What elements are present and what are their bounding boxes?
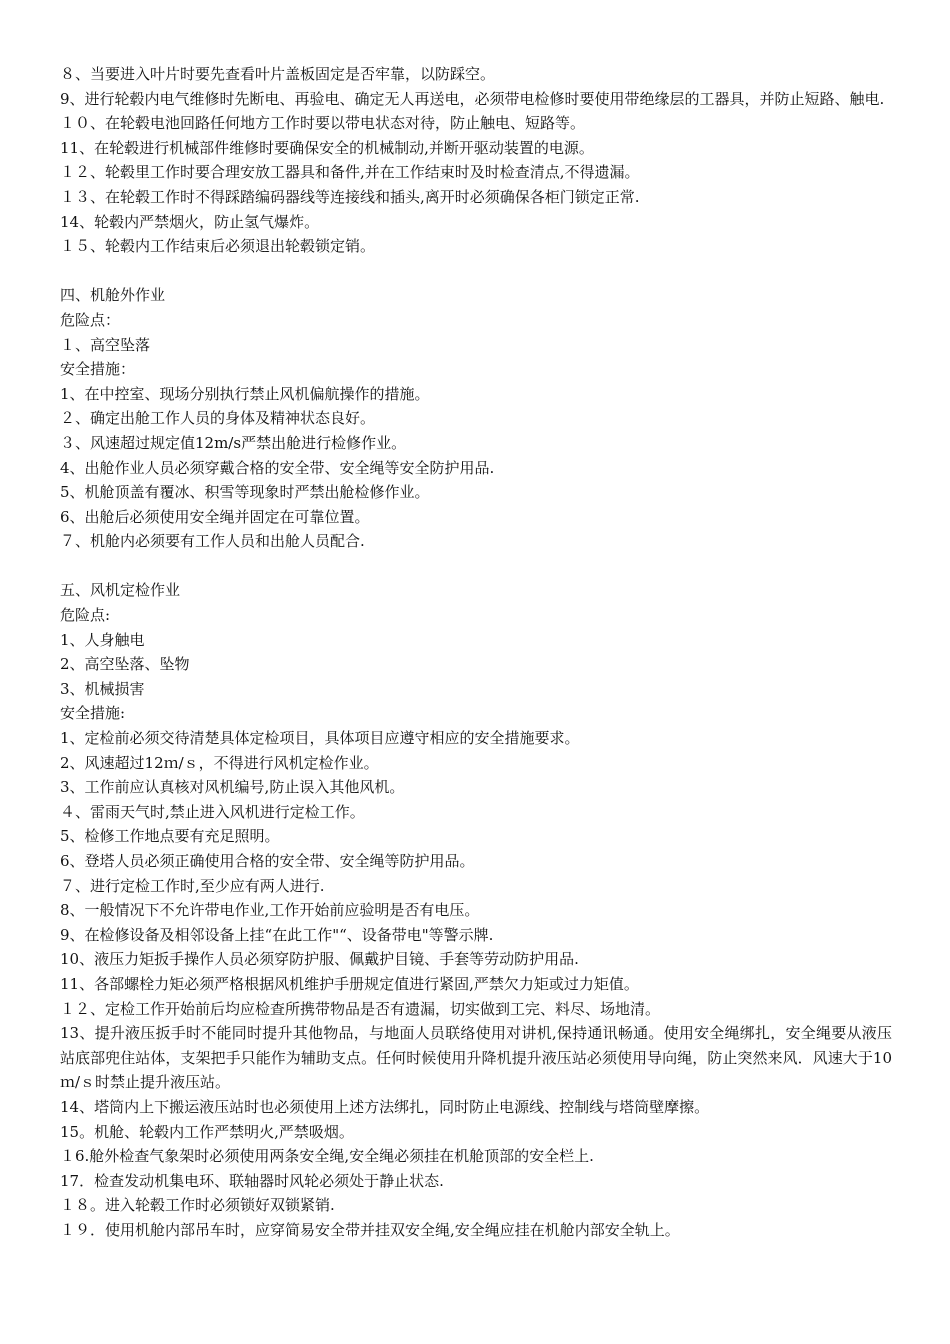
list-item: ７、机舱内必须要有工作人员和出舱人员配合. (60, 532, 365, 551)
list-item: １２、定检工作开始前后均应检查所携带物品是否有遗漏，切实做到工完、料尽、场地清。 (60, 999, 661, 1018)
list-item: 8、一般情况下不允许带电作业,工作开始前应验明是否有电压。 (60, 901, 480, 920)
hazard-item: 3、机械损害 (60, 679, 145, 698)
list-item: 6、登塔人员必须正确使用合格的安全带、安全绳等防护用品。 (60, 852, 475, 870)
list-item: 15。机舱、轮毂内工作严禁明火,严禁吸烟。 (60, 1122, 354, 1141)
hazard-label: 危险点: (60, 606, 111, 625)
section-title: 五、风机定检作业 (60, 581, 181, 600)
section-title: 四、机舱外作业 (60, 286, 166, 305)
list-item: 11、在轮毂进行机械部件维修时要确保安全的机械制动,并断开驱动装置的电源。 (60, 138, 594, 157)
hazard-label: 危险点： (60, 310, 121, 329)
list-item: １９．使用机舱内部吊车时，应穿简易安全带并挂双安全绳,安全绳应挂在机舱内部安全轨上。 (60, 1220, 680, 1239)
spacer (60, 259, 892, 284)
measures-label: 安全措施： (60, 360, 136, 379)
list-item: ２、确定出舱工作人员的身体及精神状态良好。 (60, 409, 376, 428)
list-item: 5、检修工作地点要有充足照明。 (60, 827, 280, 846)
list-item: ４、雷雨天气时,禁止进入风机进行定检工作。 (60, 802, 365, 821)
list-item: 9、在检修设备及相邻设备上挂“在此工作"“、设备带电"等警示牌. (60, 925, 494, 944)
hazard-item: １、高空坠落 (60, 335, 151, 354)
document-page (60, 62, 892, 1243)
section4 (60, 283, 892, 554)
hazard-item: 1、人身触电 (60, 630, 145, 649)
measures-label: 安全措施: (60, 704, 126, 723)
hazard-item: 2、高空坠落、坠物 (60, 655, 190, 674)
list-item: 13、提升液压扳手时不能同时提升其他物品，与地面人员联络使用对讲机,保持通讯畅通。使用安全绳绑扎，安全绳要从液压站底部兜住站体，支架把手只能作为辅助支点。任何时候使用升降机提升液压站必须使用导向绳，防止突然来风．风速大于10ｍ/ｓ时禁止提升液压站。 (60, 1024, 892, 1092)
list-item: １０、在轮毂电池回路任何地方工作时要以带电状态对待，防止触电、短路等。 (60, 114, 586, 133)
list-item: 11、各部螺栓力矩必须严格根据风机维护手册规定值进行紧固,严禁欠力矩或过力矩值。 (60, 974, 639, 993)
list-item: ３、风速超过规定值12m/s严禁出舱进行检修作业。 (60, 433, 407, 452)
list-item: 4、出舱作业人员必须穿戴合格的安全带、安全绳等安全防护用品. (60, 458, 495, 477)
list-item: 1、定检前必须交待清楚具体定检项目，具体项目应遵守相应的安全措施要求。 (60, 729, 580, 748)
list-item: ７、进行定检工作时,至少应有两人进行. (60, 876, 325, 895)
spacer (60, 554, 892, 579)
list-item: 10、液压力矩扳手操作人员必须穿防护服、佩戴护目镜、手套等劳动防护用品. (60, 950, 579, 969)
list-item: １８。进入轮毂工作时必须锁好双锁紧销. (60, 1196, 335, 1215)
list-item: １6.舱外检查气象架时必须使用两条安全绳,安全绳必须挂在机舱顶部的安全栏上. (60, 1147, 594, 1166)
list-item: 1、在中控室、现场分别执行禁止风机偏航操作的措施。 (60, 384, 430, 403)
list-item: 6、出舱后必须使用安全绳并固定在可靠位置。 (60, 507, 370, 526)
list-item: 3、工作前应认真核对风机编号,防止误入其他风机。 (60, 778, 405, 797)
section5 (60, 578, 892, 1242)
list-item: 14、轮毂内严禁烟火，防止氢气爆炸。 (60, 212, 320, 231)
list-item: １２、轮毂里工作时要合理安放工器具和备件,并在工作结束时及时检查清点,不得遗漏。 (60, 163, 640, 182)
list-item: 14、塔筒内上下搬运液压站时也必须使用上述方法绑扎，同时防止电源线、控制线与塔筒壁摩擦。 (60, 1097, 710, 1116)
list-item: 17．检查发动机集电环、联轴器时风轮必须处于静止状态. (60, 1171, 444, 1190)
list-item: 5、机舱顶盖有覆冰、积雪等现象时严禁出舱检修作业。 (60, 483, 430, 502)
list-item: １３、在轮毂工作时不得踩踏编码器线等连接线和插头,离开时必须确保各柜门锁定正常. (60, 187, 640, 206)
list-item: 9、进行轮毂内电气维修时先断电、再验电、确定无人再送电，必须带电检修时要使用带绝缘层的工器具，并防止短路、触电. (60, 89, 885, 108)
list-item: 2、风速超过12ｍ/ｓ，不得进行风机定检作业。 (60, 753, 379, 772)
list-item: ８、当要进入叶片时要先查看叶片盖板固定是否牢靠，以防踩空。 (60, 65, 496, 83)
section3-tail (60, 62, 892, 259)
list-item: １５、轮毂内工作结束后必须退出轮毂锁定销。 (60, 237, 376, 256)
